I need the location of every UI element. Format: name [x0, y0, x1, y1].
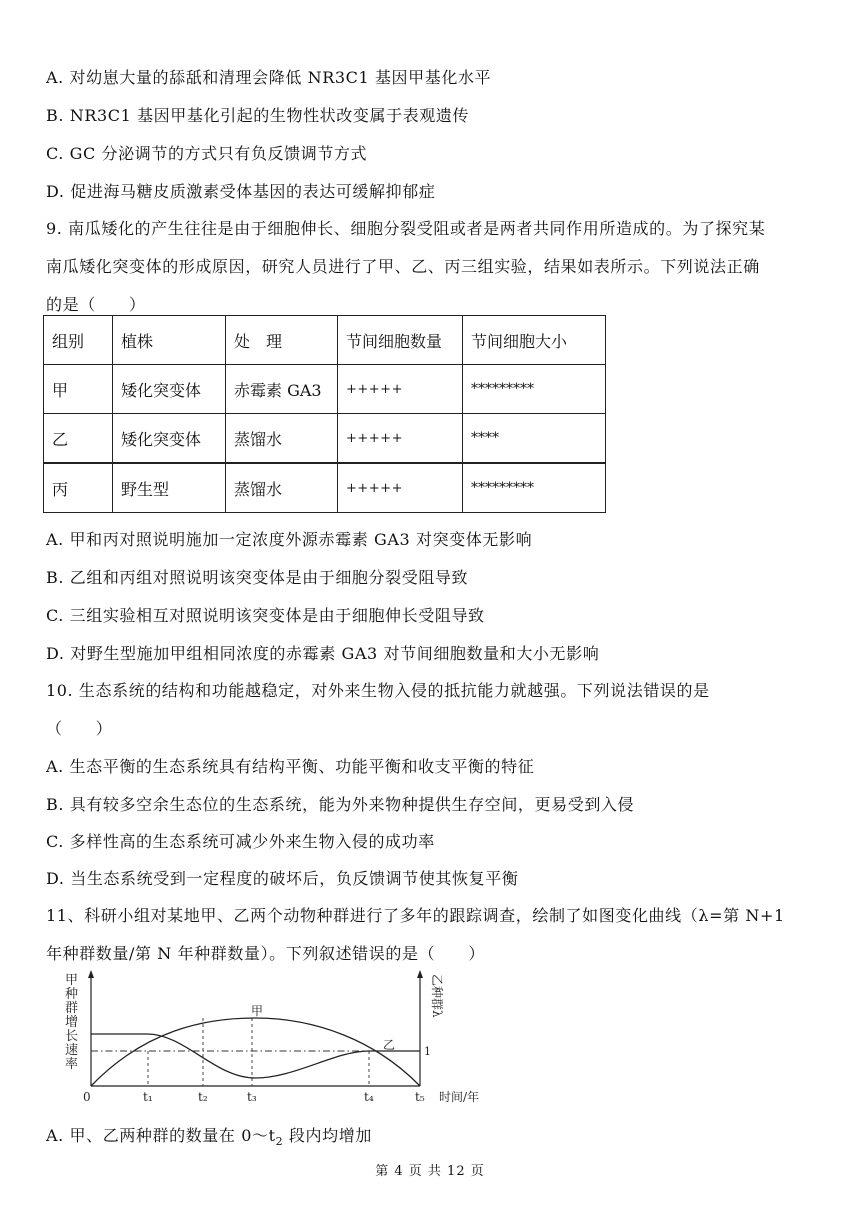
table-row [44, 463, 606, 513]
table-cell: ********* [463, 365, 606, 414]
table-cell: 矮化突变体 [113, 365, 226, 414]
x-tick-label: t₄ [364, 1090, 374, 1104]
right-tick-one: 1 [424, 1045, 431, 1058]
x-axis-unit: 时间/年 [439, 1090, 480, 1104]
table-header-cell: 节间细胞大小 [463, 316, 606, 365]
left-axis-label [65, 973, 78, 1072]
left-axis-label-char: 率 [65, 1057, 79, 1072]
curve-jia [91, 1018, 420, 1086]
left-axis-label-char: 群 [65, 1001, 79, 1016]
q8-option-a: A. 对幼崽大量的舔舐和清理会降低 NR3C1 基因甲基化水平 [46, 68, 492, 87]
q8-option-c: C. GC 分泌调节的方式只有负反馈调节方式 [46, 144, 368, 163]
q11-stem-line1: 11、科研小组对某地甲、乙两个动物种群进行了多年的跟踪调查，绘制了如图变化曲线（λ=第 N+1 [46, 906, 785, 925]
table-cell: 野生型 [113, 463, 226, 513]
curve-label-yi: 乙 [383, 1038, 396, 1052]
q9-option-d: D. 对野生型施加甲组相同浓度的赤霉素 GA3 对节间细胞数量和大小无影响 [46, 644, 600, 663]
table-cell: ********* [463, 463, 606, 513]
q9-stem-line2: 南瓜矮化突变体的形成原因，研究人员进行了甲、乙、丙三组实验，结果如表所示。下列说法正确 [46, 257, 760, 276]
right-axis-arrow [417, 970, 423, 978]
left-axis-label-char: 速 [65, 1043, 79, 1058]
table-header-cell: 植株 [113, 316, 226, 365]
q9-option-b: B. 乙组和丙组对照说明该突变体是由于细胞分裂受阻导致 [46, 568, 469, 587]
table-header-cell: 处 理 [226, 316, 338, 365]
left-axis-label-char: 种 [65, 987, 79, 1002]
left-axis-label-char: 甲 [65, 973, 79, 988]
curve-yi [91, 1034, 420, 1078]
q10-stem-line1: 10. 生态系统的结构和功能越稳定，对外来生物入侵的抵抗能力就越强。下列说法错误的是 [46, 681, 710, 700]
right-axis-label: 乙种群λ [430, 974, 444, 1018]
q9-option-a: A. 甲和丙对照说明施加一定浓度外源赤霉素 GA3 对突变体无影响 [46, 530, 533, 549]
curve-label-jia: 甲 [251, 1004, 264, 1018]
q10-option-b: B. 具有较多空余生态位的生态系统，能为外来物种提供生存空间，更易受到入侵 [46, 795, 635, 814]
table-cell: 蒸馏水 [226, 414, 338, 464]
table-row [44, 365, 606, 414]
table-cell: 乙 [44, 414, 113, 464]
q9-stem-line1: 9. 南瓜矮化的产生往往是由于细胞伸长、细胞分裂受阻或者是两者共同作用所造成的。为了探究某 [46, 219, 766, 238]
q11-option-a [46, 1125, 372, 1153]
table-cell: 赤霉素 GA3 [226, 365, 338, 414]
q11-option-a-text: A. 甲、乙两种群的数量在 0～t [46, 1126, 276, 1145]
table-cell: +++++ [338, 463, 463, 513]
q8-option-b: B. NR3C1 基因甲基化引起的生物性状改变属于表观遗传 [46, 106, 470, 125]
table-cell: +++++ [338, 414, 463, 464]
q9-option-c: C. 三组实验相互对照说明该突变体是由于细胞伸长受阻导致 [46, 606, 485, 625]
q10-option-c: C. 多样性高的生态系统可减少外来生物入侵的成功率 [46, 832, 435, 851]
x-tick-label: t₃ [247, 1090, 257, 1104]
left-axis-label-char: 增 [65, 1015, 79, 1030]
q11-option-a-subscript: 2 [275, 1135, 284, 1149]
q11-option-a-text-end: 段内均增加 [283, 1126, 372, 1145]
table-cell: 蒸馏水 [226, 463, 338, 513]
table-cell: +++++ [338, 365, 463, 414]
table-header-cell: 组别 [44, 316, 113, 365]
x-tick-label: t₁ [143, 1090, 153, 1104]
table-row [44, 414, 606, 464]
q10-stem-line2: （ ） [46, 719, 113, 738]
table-cell: 甲 [44, 365, 113, 414]
table-cell: **** [463, 414, 606, 464]
origin-label: 0 [83, 1090, 91, 1104]
q10-option-d: D. 当生态系统受到一定程度的破坏后，负反馈调节使其恢复平衡 [46, 869, 519, 888]
q8-option-d: D. 促进海马糖皮质激素受体基因的表达可缓解抑郁症 [46, 182, 436, 201]
table-cell: 丙 [44, 463, 113, 513]
q11-stem-line2: 年种群数量/第 N 年种群数量）。下列叙述错误的是（ ） [46, 944, 485, 963]
left-axis-arrow [88, 970, 94, 978]
left-axis-label-char: 长 [65, 1029, 79, 1044]
q9-results-table [43, 315, 606, 513]
q10-option-a: A. 生态平衡的生态系统具有结构平衡、功能平衡和收支平衡的特征 [46, 757, 535, 776]
q11-population-graph [55, 970, 515, 1110]
x-tick-label: t₅ [415, 1090, 425, 1104]
page-footer: 第 4 页 共 12 页 [375, 1164, 485, 1179]
q9-stem-line3: 的是（ ） [46, 295, 146, 314]
table-header-cell: 节间细胞数量 [338, 316, 463, 365]
x-tick-label: t₂ [198, 1090, 208, 1104]
table-header-row [44, 316, 606, 365]
table-cell: 矮化突变体 [113, 414, 226, 464]
